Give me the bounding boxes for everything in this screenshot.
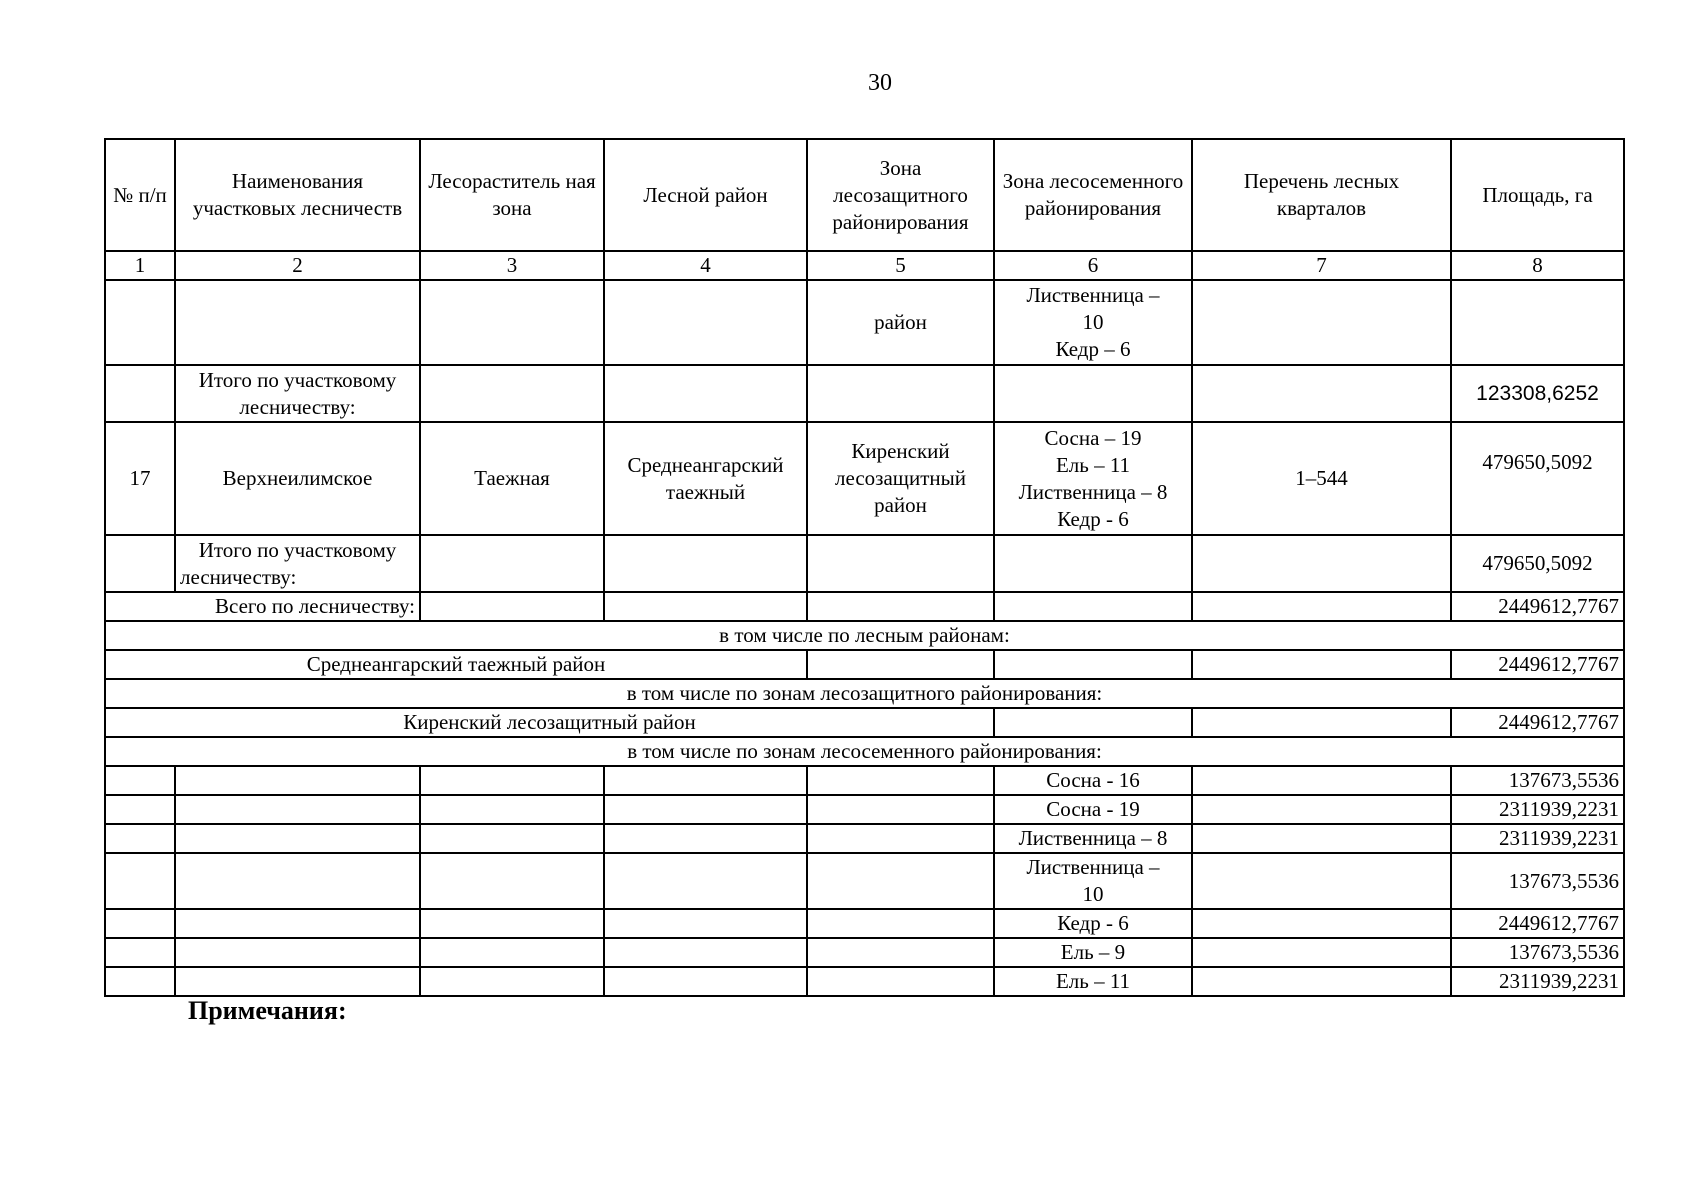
col-header-protect-zone: Зона лесозащитного районирования xyxy=(807,139,994,251)
seed-zone-area: 2311939,2231 xyxy=(1451,795,1624,824)
table-row xyxy=(105,422,1624,535)
seed-zone-name: Кедр - 6 xyxy=(994,909,1192,938)
seed-zone-row xyxy=(105,853,1624,909)
col-header-forest-district: Лесной район xyxy=(604,139,807,251)
total-area: 2449612,7767 xyxy=(1451,592,1624,621)
seed-zone-area: 137673,5536 xyxy=(1451,853,1624,909)
subtotal-label: Итого по участковому лесничеству: xyxy=(175,535,420,592)
column-number-row xyxy=(105,251,1624,280)
col-header-quarters: Перечень лесных кварталов xyxy=(1192,139,1451,251)
protect-zone-name: Киренский лесозащитный район xyxy=(105,708,994,737)
continuation-row xyxy=(105,280,1624,365)
col-header-seed-zone: Зона лесосеменного районирования xyxy=(994,139,1192,251)
section-header: в том числе по зонам лесосеменного районирования: xyxy=(105,737,1624,766)
header-row xyxy=(105,139,1624,251)
seed-zone-area: 2311939,2231 xyxy=(1451,967,1624,996)
col-number: 1 xyxy=(105,251,175,280)
col-number: 3 xyxy=(420,251,604,280)
forest-district: Среднеангарский таежный xyxy=(604,422,807,535)
row-number: 17 xyxy=(105,422,175,535)
protect-zone: Киренский лесозащитный район xyxy=(807,422,994,535)
seed-zone-area: 2449612,7767 xyxy=(1451,909,1624,938)
col-number: 7 xyxy=(1192,251,1451,280)
section-header-row xyxy=(105,737,1624,766)
total-label: Всего по лесничеству: xyxy=(105,592,420,621)
district-area: 2449612,7767 xyxy=(1451,650,1624,679)
seed-zone-row xyxy=(105,766,1624,795)
col-number: 8 xyxy=(1451,251,1624,280)
seed-zone-name: Ель – 11 xyxy=(994,967,1192,996)
seed-zone-row xyxy=(105,938,1624,967)
col-header-veg-zone: Лесораститель ная зона xyxy=(420,139,604,251)
notes-heading: Примечания: xyxy=(188,996,347,1025)
seed-zone-area: 137673,5536 xyxy=(1451,766,1624,795)
seed-zone-name: Сосна - 19 xyxy=(994,795,1192,824)
area: 479650,5092 xyxy=(1451,422,1624,535)
total-row xyxy=(105,592,1624,621)
col-number: 4 xyxy=(604,251,807,280)
col-header-num: № п/п xyxy=(105,139,175,251)
col-header-name: Наименования участковых лесничеств xyxy=(175,139,420,251)
veg-zone: Таежная xyxy=(420,422,604,535)
protect-total-row xyxy=(105,708,1624,737)
district-total-row xyxy=(105,650,1624,679)
subtotal-label: Итого по участковому лесничеству: xyxy=(175,365,420,422)
seed-zone-area: 2311939,2231 xyxy=(1451,824,1624,853)
subtotal-row xyxy=(105,365,1624,422)
seed-zone-name: Лиственница – 8 xyxy=(994,824,1192,853)
seed-zone-row xyxy=(105,967,1624,996)
col-number: 2 xyxy=(175,251,420,280)
page-number: 30 xyxy=(868,70,892,96)
seed-zone-cell: Сосна – 19 Ель – 11 Лиственница – 8 Кедр - 6 xyxy=(994,422,1192,535)
subtotal-area: 123308,6252 xyxy=(1451,365,1624,422)
district-name: Среднеангарский таежный район xyxy=(105,650,807,679)
seed-zone-cell: Лиственница – 10 Кедр – 6 xyxy=(994,280,1192,365)
col-header-area: Площадь, га xyxy=(1451,139,1624,251)
seed-zone-row xyxy=(105,824,1624,853)
col-number: 5 xyxy=(807,251,994,280)
section-header-row xyxy=(105,621,1624,650)
protect-zone-area: 2449612,7767 xyxy=(1451,708,1624,737)
quarters: 1–544 xyxy=(1192,422,1451,535)
forestry-table xyxy=(104,138,1625,997)
seed-zone-row xyxy=(105,795,1624,824)
seed-zone-name: Лиственница – 10 xyxy=(994,853,1192,909)
col-number: 6 xyxy=(994,251,1192,280)
section-header-row xyxy=(105,679,1624,708)
seed-zone-name: Ель – 9 xyxy=(994,938,1192,967)
subtotal-row xyxy=(105,535,1624,592)
seed-zone-area: 137673,5536 xyxy=(1451,938,1624,967)
section-header: в том числе по зонам лесозащитного районирования: xyxy=(105,679,1624,708)
section-header: в том числе по лесным районам: xyxy=(105,621,1624,650)
protect-zone-cell: район xyxy=(807,280,994,365)
subtotal-area: 479650,5092 xyxy=(1451,535,1624,592)
seed-zone-row xyxy=(105,909,1624,938)
seed-zone-name: Сосна - 16 xyxy=(994,766,1192,795)
forestry-name: Верхнеилимское xyxy=(175,422,420,535)
